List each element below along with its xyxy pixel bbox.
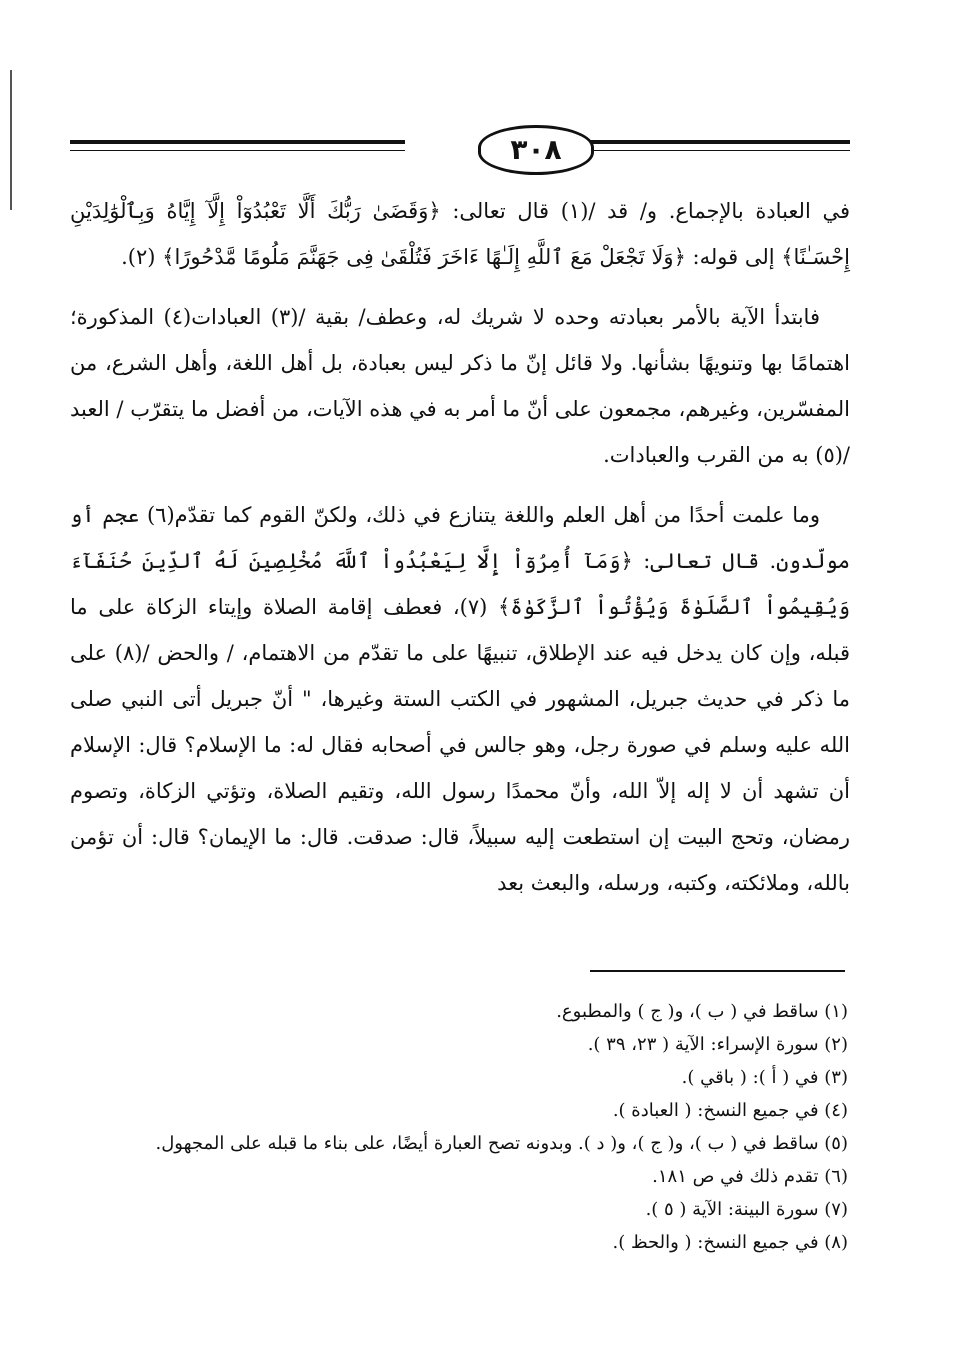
footnote-7: (٧) سورة البينة: الآية ( ٥ ). <box>645 1199 848 1220</box>
header-rule-left <box>70 140 405 144</box>
paragraph-1: في العبادة بالإجماع. و/ قد /(١) قال تعالى: ﴿وَقَضَىٰ رَبُّكَ أَلَّا تَعْبُدُوٓاْ إِلَّآ إِيَّاهُ وَبِٱلْوَٰلِدَيْنِ إِحْسَـٰنًا﴾ إلى قوله: ﴿وَلَا تَجْعَلْ مَعَ ٱللَّهِ إِلَـٰهًا ءَاخَرَ فَتُلْقَىٰ فِى جَهَنَّمَ مَلُومًا مَّدْحُورًا﴾ (٢). <box>70 199 850 269</box>
paragraph-2: فابتدأ الآية بالأمر بعبادته وحده لا شريك له، وعطف/ بقية /(٣) العبادات(٤) المذكورة؛ اهتمامًا بها وتنويهًا بشأنها. ولا قائل إنّ ما ذكر ليس بعبادة، بل أهل اللغة، وأهل الشرع، من المفسّرين، وغيرهم، مجمعون على أنّ ما أمر به في هذه الآيات، من أفضل ما يتقرّب / العبد /(٥) به من القرب والعبادات. <box>70 305 850 467</box>
footnote-4: (٤) في جميع النسخ: ( العبادة ). <box>612 1100 848 1121</box>
footnote-6: (٦) تقدم ذلك في ص ١٨١. <box>652 1166 848 1187</box>
footnotes <box>70 995 848 1259</box>
header-rule-left-thin <box>70 150 405 151</box>
main-text <box>70 188 850 920</box>
footnote-5: (٥) ساقط في ( ب )، و( ج )، و( د ). وبدونه تصح العبارة أيضًا، على بناء ما قبله على المجهول. <box>155 1133 848 1154</box>
footnote-separator <box>590 970 845 972</box>
footnote-2: (٢) سورة الإسراء: الآية ( ٢٣، ٣٩ ). <box>587 1034 848 1055</box>
footnote-1: (١) ساقط في ( ب )، و( ج ) والمطبوع. <box>556 1001 848 1022</box>
left-margin-line <box>10 70 12 210</box>
footnote-3: (٣) في ( أ ): ( باقي ). <box>681 1067 848 1088</box>
footnote-8: (٨) في جميع النسخ: ( والحظ ). <box>612 1232 848 1253</box>
page-header <box>70 110 850 180</box>
paragraph-3: وما علمت أحدًا من أهل العلم واللغة يتنازع في ذلك، ولكنّ القوم كما تقدّم(٦) عجم أو مولّدون. قال تعالى: ﴿وَمَآ أُمِرُوٓاْ إِلَّا لِيَعْبُدُواْ ٱللَّهَ مُخْلِصِينَ لَهُ ٱلدِّينَ حُنَفَآءَ وَيُقِيمُواْ ٱلصَّلَوٰةَ وَيُؤْتُواْ ٱلزَّكَوٰةَ﴾ (٧)، فعطف إقامة الصلاة وإيتاء الزكاة على ما قبله، وإن كان يدخل فيه عند الإطلاق، تنبيهًا على ما تقدّم من الاهتمام، / والحض /(٨) على ما ذكر في حديث جبريل، المشهور في الكتب الستة وغيرها، " أنّ جبريل أتى النبي صلى الله عليه وسلم في صورة رجل، وهو جالس في أصحابه فقال له: ما الإسلام؟ قال: الإسلام أن تشهد أن لا إله إلاّ الله، وأنّ محمدًا رسول الله، وتقيم الصلاة، وتؤتي الزكاة، وتصوم رمضان، وتحج البيت إن استطعت إليه سبيلاً، قال: صدقت. قال: ما الإيمان؟ قال: أن تؤمن بالله، وملائكته، وكتبه، ورسله، والبعث بعد <box>70 503 850 895</box>
page-number: ٣٠٨ <box>478 125 594 175</box>
